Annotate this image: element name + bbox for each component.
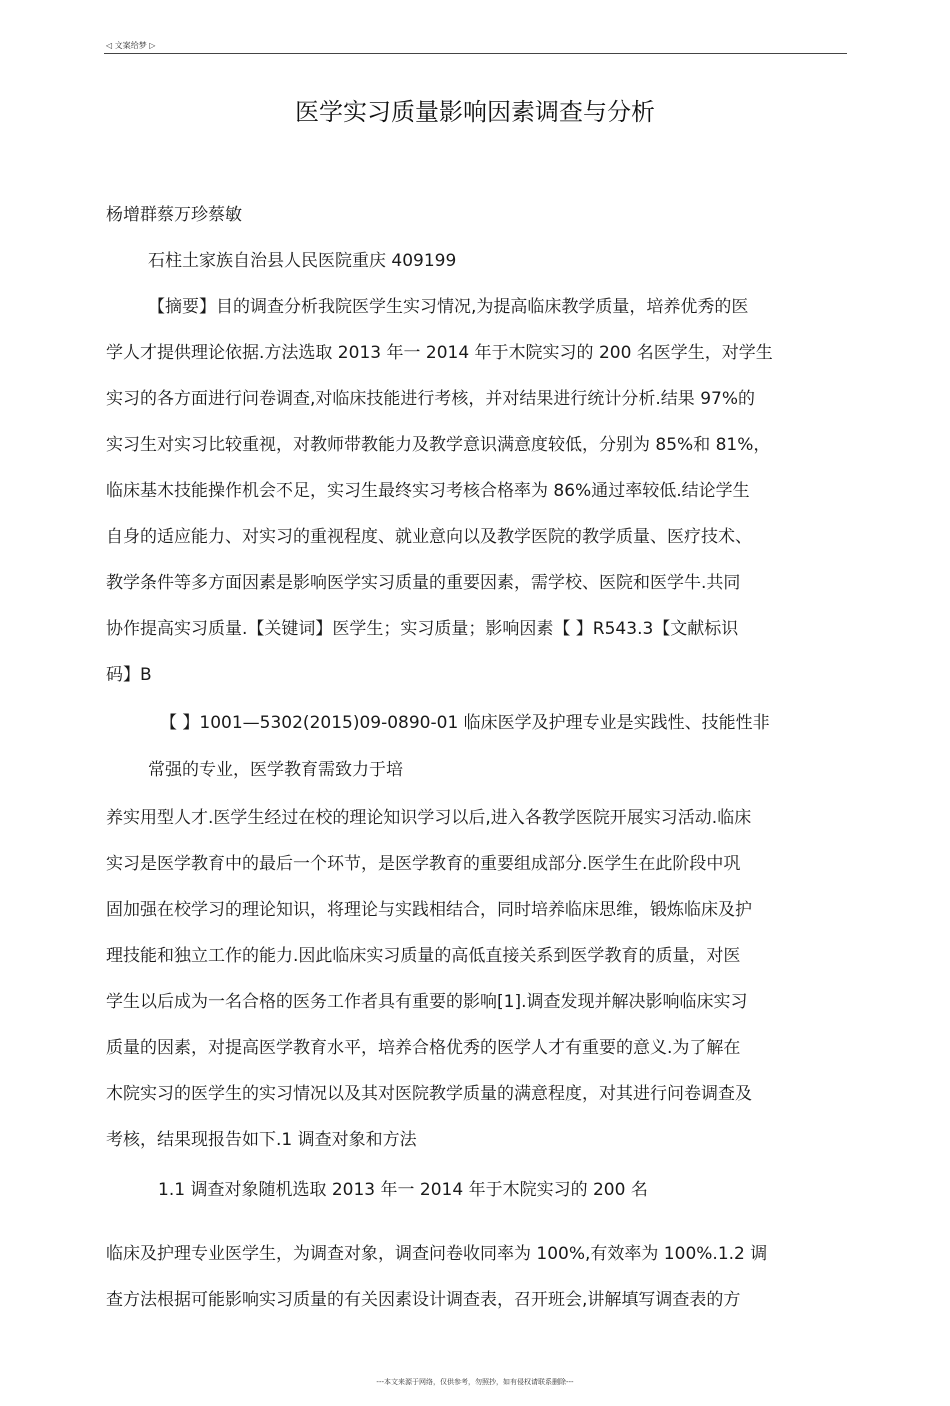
author-line: 杨增群蔡万珍蔡敏 [106, 205, 242, 225]
body-line: 协作提高实习质量.【关键词】医学生；实习质量；影响因素【 】R543.3【文献标识 [106, 619, 739, 639]
body-line: 实习生对实习比较重视，对教师带教能力及教学意识满意度较低，分别为 85%和 81%， [106, 435, 771, 455]
body-line: 学人才提供理论依据.方法选取 2013 年一 2014 年于木院实习的 200 名医学生，对学生 [106, 343, 773, 363]
body-line: 固加强在校学习的理论知识，将理论与实践相结合，同时培养临床思维，锻炼临床及护 [106, 900, 752, 920]
header-divider [104, 53, 847, 54]
body-line: 码】B [106, 665, 152, 685]
body-line: 查方法根据可能影响实习质量的有关因素设计调查表，召开班会,讲解填写调查表的方 [106, 1290, 741, 1310]
body-line: 考核，结果现报告如下.1 调查对象和方法 [106, 1130, 417, 1150]
affiliation-line: 石柱土家族自治县人民医院重庆 409199 [148, 251, 457, 271]
body-line: 临床基木技能操作机会不足，实习生最终实习考核合格率为 86%通过率较低.结论学生 [106, 481, 750, 501]
body-line: 实习的各方面进行问卷调查,对临床技能进行考核，并对结果进行统计分析.结果 97%的 [106, 389, 755, 409]
body-line: 质量的因素，对提高医学教育水平，培养合格优秀的医学人才有重要的意义.为了解在 [106, 1038, 741, 1058]
body-line: 临床及护理专业医学生，为调查对象，调查问卷收同率为 100%,有效率为 100%.1.2 调 [106, 1244, 768, 1264]
body-line: 实习是医学教育中的最后一个环节，是医学教育的重要组成部分.医学生在此阶段中巩 [106, 854, 741, 874]
body-line: 常强的专业，医学教育需致力于培 [148, 760, 403, 780]
document-title: 医学实习质量影响因素调查与分析 [295, 98, 655, 126]
body-line: 自身的适应能力、对实习的重视程度、就业意向以及教学医院的教学质量、医疗技术、 [106, 527, 752, 547]
body-line: 【 】1001—5302(2015)09-0890-01 临床医学及护理专业是实践性、技能性非 [160, 713, 770, 733]
footer-disclaimer: ---本文来源于网络，仅供参考，勿照抄，如有侵权请联系删除--- [376, 1378, 574, 1386]
header-label: ◁ 文案给梦 ▷ [106, 41, 156, 50]
body-line: 理技能和独立工作的能力.因此临床实习质量的高低直接关系到医学教育的质量，对医 [106, 946, 741, 966]
body-line: 木院实习的医学生的实习情况以及其对医院教学质量的满意程度，对其进行问卷调查及 [106, 1084, 752, 1104]
body-line: 【摘要】目的调查分析我院医学生实习情况,为提高临床教学质量，培养优秀的医 [148, 297, 749, 317]
body-line: 教学条件等多方面因素是影响医学实习质量的重要因素，需学校、医院和医学牛.共同 [106, 573, 741, 593]
body-line: 养实用型人才.医学生经过在校的理论知识学习以后,进入各教学医院开展实习活动.临床 [106, 808, 752, 828]
body-line: 学生以后成为一名合格的医务工作者具有重要的影响[1].调查发现并解决影响临床实习 [106, 992, 748, 1012]
body-line: 1.1 调查对象随机选取 2013 年一 2014 年于木院实习的 200 名 [158, 1180, 648, 1200]
